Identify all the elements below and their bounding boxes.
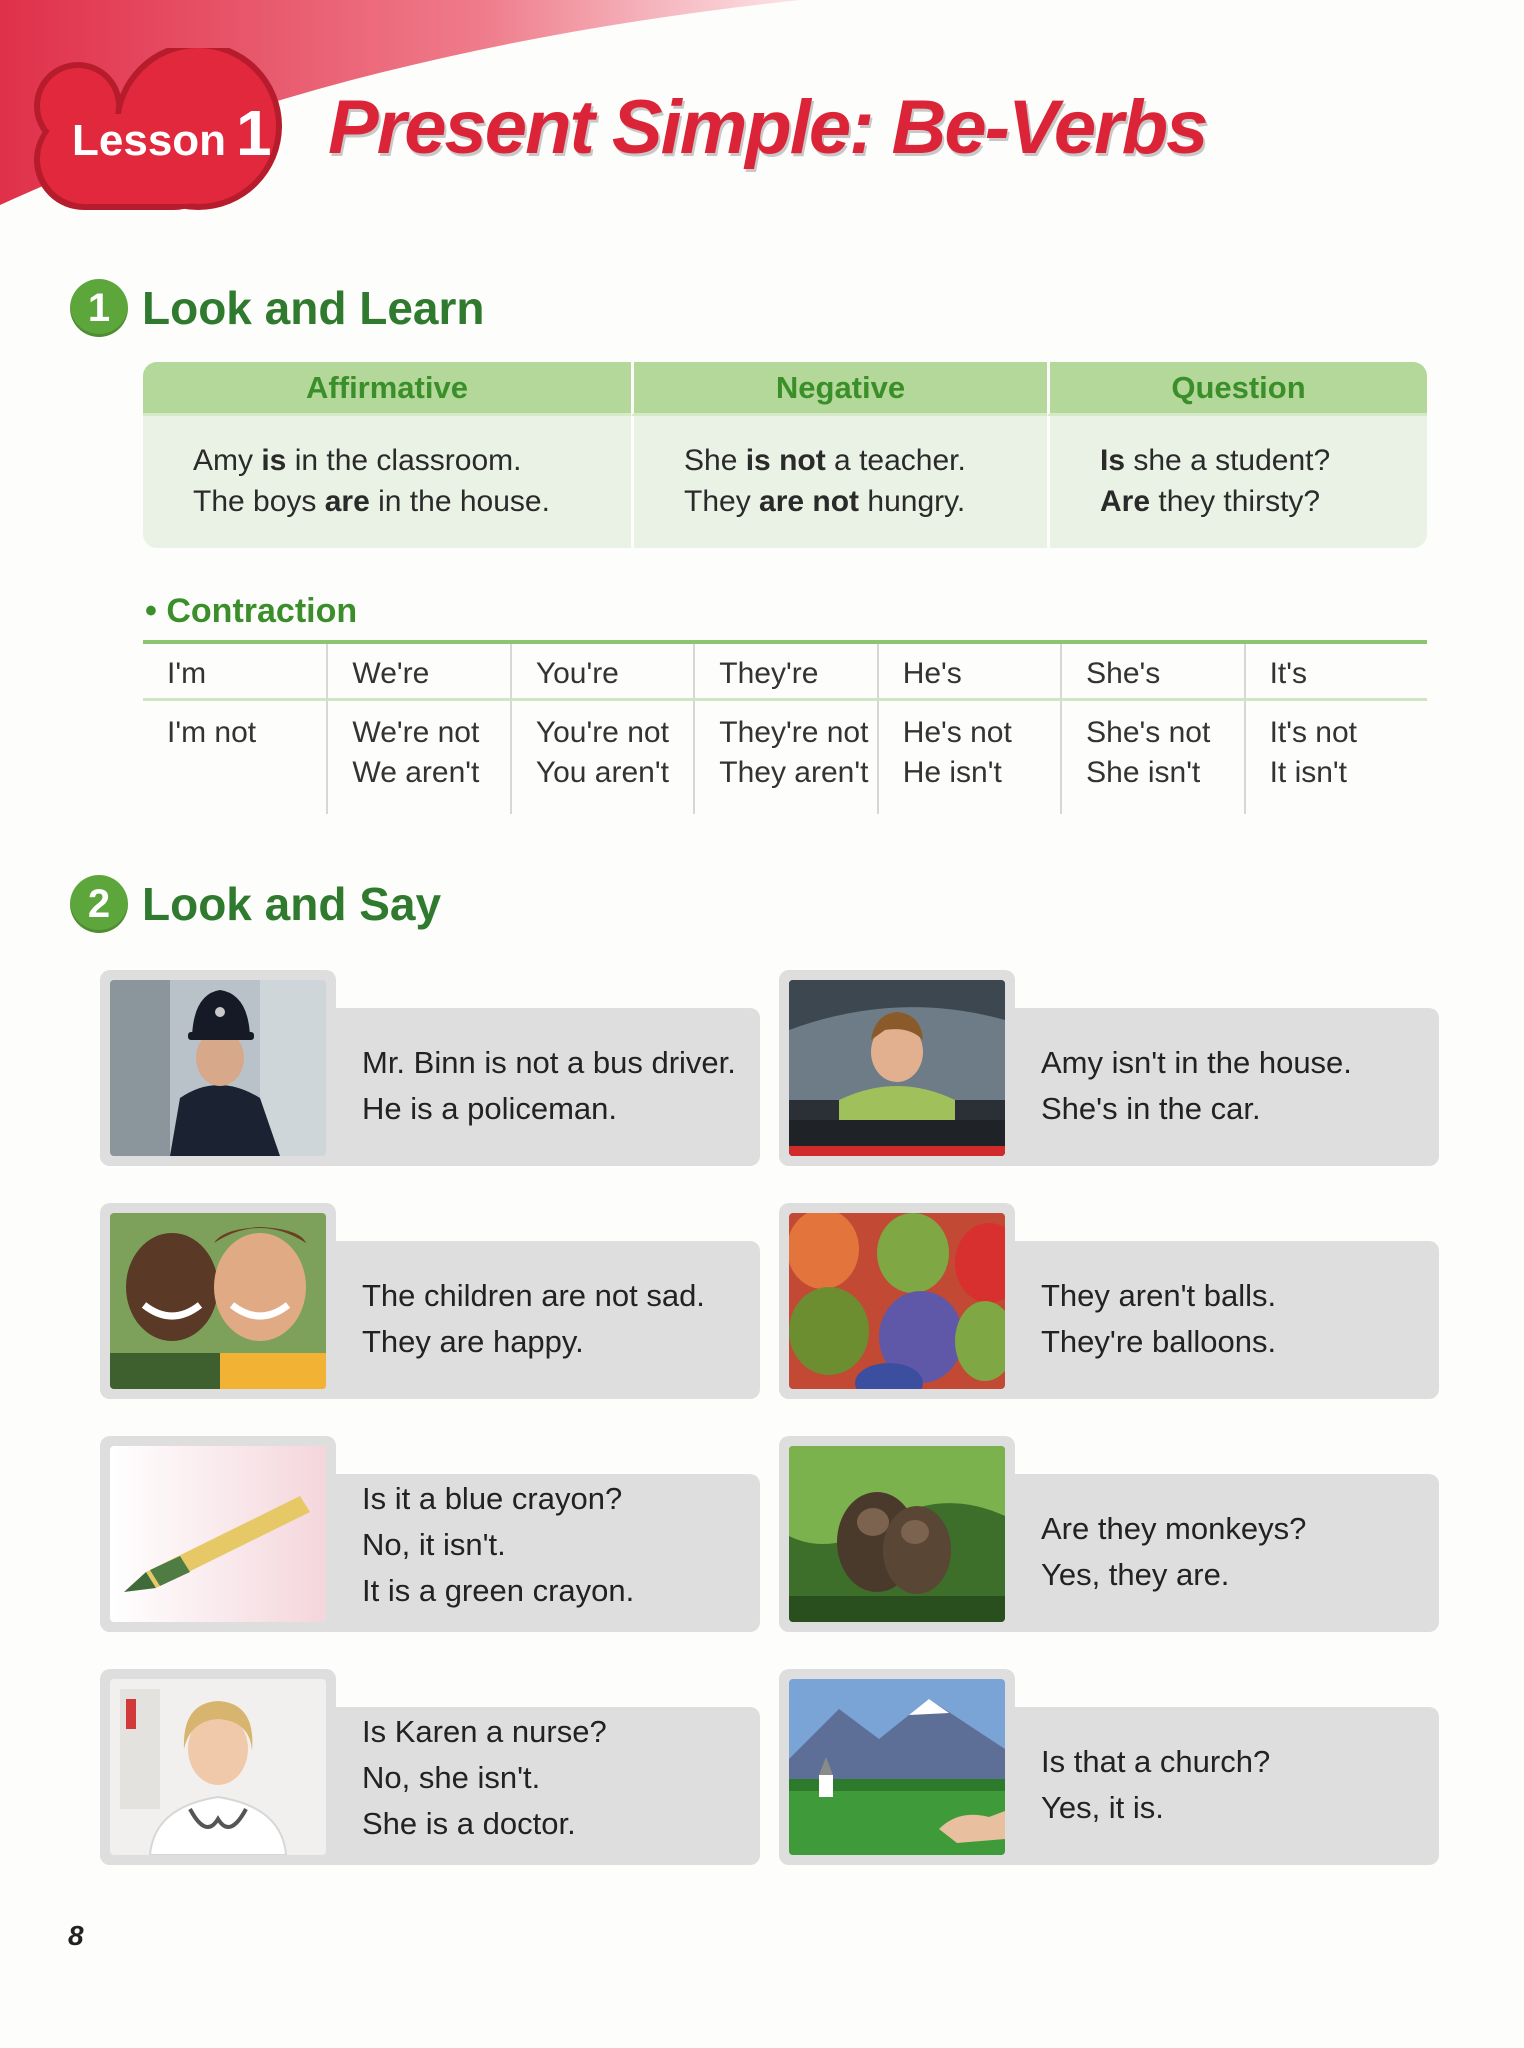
contraction-cell: They're: [693, 644, 876, 701]
crayon-photo: [100, 1436, 336, 1632]
look-and-say-card: [779, 1203, 1439, 1399]
card-caption: They aren't balls. They're balloons.: [1041, 1278, 1277, 1359]
contraction-cell: He's: [877, 644, 1060, 701]
example-sentence: Amy is in the classroom.: [193, 444, 522, 477]
contraction-negative-cell: I'm not: [167, 716, 257, 749]
card-caption: Is that a church? Yes, it is.: [1041, 1744, 1271, 1825]
example-sentence: They are not hungry.: [684, 485, 966, 518]
look-and-say-card: [779, 970, 1439, 1166]
balloons-photo: [779, 1203, 1015, 1399]
look-and-say-card: [779, 1436, 1439, 1632]
look-and-say-card: [100, 1203, 760, 1399]
grammar-cell-affirmative: [143, 416, 631, 548]
monkeys-photo: [779, 1436, 1015, 1632]
look-and-say-card: [779, 1669, 1439, 1865]
look-and-say-card: [100, 1436, 760, 1632]
section-look-and-say: [70, 874, 441, 934]
contraction-cell: We're: [326, 644, 509, 701]
children-photo: [100, 1203, 336, 1399]
contraction-negative-cell: He's not He isn't: [877, 701, 1060, 814]
section-title: Look and Learn: [142, 282, 485, 334]
policeman-photo: [100, 970, 336, 1166]
example-sentence: She is not a teacher.: [684, 444, 966, 477]
lesson-label: [72, 96, 302, 176]
section-number-badge: 1: [70, 279, 128, 337]
grammar-header-question: Question: [1047, 362, 1427, 416]
contraction-negative-cell: She's not She isn't: [1060, 701, 1243, 814]
contraction-negative-cell: We're not We aren't: [326, 701, 509, 814]
contraction-cell: She's: [1060, 644, 1243, 701]
card-caption: The children are not sad. They are happy.: [362, 1278, 705, 1359]
card-caption: Amy isn't in the house. She's in the car.: [1041, 1045, 1352, 1126]
section-number-badge: 2: [70, 875, 128, 933]
bullet-icon: •: [145, 592, 157, 630]
contraction-negative-cell: You're not You aren't: [510, 701, 693, 814]
page-number: 8: [68, 1920, 84, 1951]
grammar-header-affirmative: Affirmative: [143, 362, 631, 416]
contraction-negative-cell: It's not It isn't: [1244, 701, 1427, 814]
look-and-say-card: [100, 1669, 760, 1865]
section-look-and-learn: [70, 278, 484, 338]
grammar-header-negative: Negative: [631, 362, 1047, 416]
girl-in-car-photo: [779, 970, 1015, 1166]
card-caption: Is it a blue crayon? No, it isn't. It is a green crayon.: [362, 1481, 635, 1608]
example-sentence: Are they thirsty?: [1100, 485, 1321, 518]
contraction-cell: It's: [1244, 644, 1427, 701]
lesson-number: 1: [236, 97, 272, 169]
contraction-title: • Contraction: [145, 592, 358, 630]
contraction-cell: I'm: [143, 644, 326, 701]
example-sentence: The boys are in the house.: [193, 485, 550, 518]
church-landscape-photo: [779, 1669, 1015, 1865]
card-caption: Mr. Binn is not a bus driver. He is a policeman.: [362, 1045, 736, 1126]
look-and-say-card: [100, 970, 760, 1166]
contraction-table: [143, 640, 1427, 810]
section-title: Look and Say: [142, 878, 442, 930]
page-title: Present Simple: Be-Verbs: [328, 85, 1207, 170]
grammar-table: [143, 362, 1427, 548]
doctor-photo: [100, 1669, 336, 1865]
contraction-cell: You're: [510, 644, 693, 701]
grammar-cell-negative: [631, 416, 1047, 548]
card-caption: Is Karen a nurse? No, she isn't. She is a doctor.: [362, 1714, 607, 1841]
lesson-word: Lesson: [72, 116, 227, 165]
example-sentence: Is she a student?: [1100, 444, 1331, 477]
contraction-negative-cell: They're not They aren't: [693, 701, 876, 814]
card-caption: Are they monkeys? Yes, they are.: [1041, 1511, 1307, 1592]
grammar-cell-question: [1047, 416, 1427, 548]
